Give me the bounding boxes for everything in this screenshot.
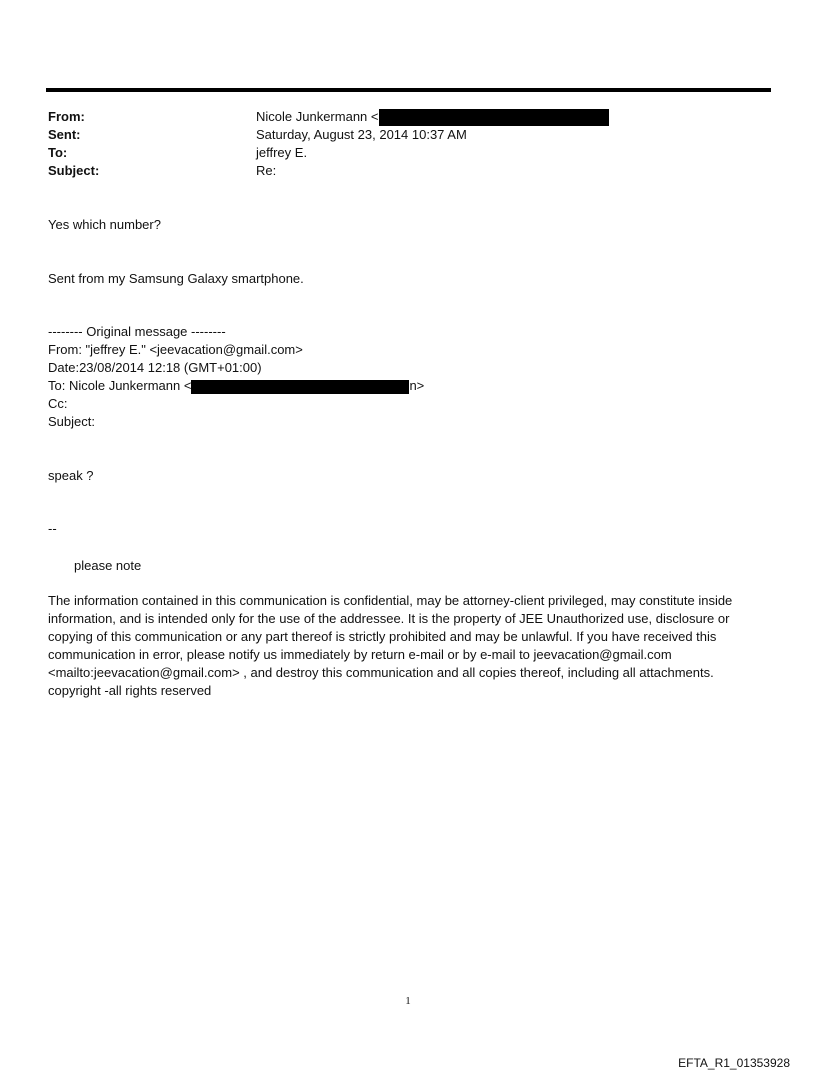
orig-from: From: "jeffrey E." <jeevacation@gmail.com> <box>48 342 303 357</box>
redaction-box <box>191 380 409 394</box>
orig-subject: Subject: <box>48 414 95 429</box>
orig-date: Date:23/08/2014 12:18 (GMT+01:00) <box>48 360 262 375</box>
header-rule <box>46 88 771 92</box>
from-name: Nicole Junkermann < <box>256 109 379 124</box>
orig-to <box>48 377 424 395</box>
to-label: To: <box>48 145 68 160</box>
orig-to-suffix: n> <box>409 378 425 393</box>
signature-dash: -- <box>48 521 57 536</box>
orig-cc: Cc: <box>48 396 68 411</box>
signature-text: Sent from my Samsung Galaxy smartphone. <box>48 271 304 286</box>
bates-number: EFTA_R1_01353928 <box>678 1056 790 1070</box>
redaction-box <box>379 109 609 126</box>
from-value <box>256 108 609 126</box>
orig-to-prefix: To: Nicole Junkermann < <box>48 378 192 393</box>
sent-label: Sent: <box>48 127 81 142</box>
subject-value: Re: <box>256 163 277 178</box>
reply-text: Yes which number? <box>48 217 161 232</box>
please-note-text: please note <box>74 558 142 573</box>
page-number: 1 <box>405 995 411 1007</box>
to-value: jeffrey E. <box>256 145 308 160</box>
from-label: From: <box>48 109 85 124</box>
disclaimer-text: The information contained in this communication is confidential, may be attorney-client privileged, may constitute inside information, and is intended only for the use of the addressee. It is the property of JEE Unauthorized use, disclosure or copying of this communication or any part thereof is strictly prohibited and may be unlawful. If you have received this communication in error, please notify us immediately by return e-mail or by e-mail to jeevacation@gmail.com <mailto:jeevacation@gmail.com> , and destroy this communication and all copies thereof, including all attachments. copyright -all rights reserved <box>48 593 733 698</box>
subject-label: Subject: <box>48 163 100 178</box>
sent-value: Saturday, August 23, 2014 10:37 AM <box>256 127 467 142</box>
original-message-header: -------- Original message -------- <box>48 324 226 339</box>
orig-message-text: speak ? <box>48 468 94 483</box>
